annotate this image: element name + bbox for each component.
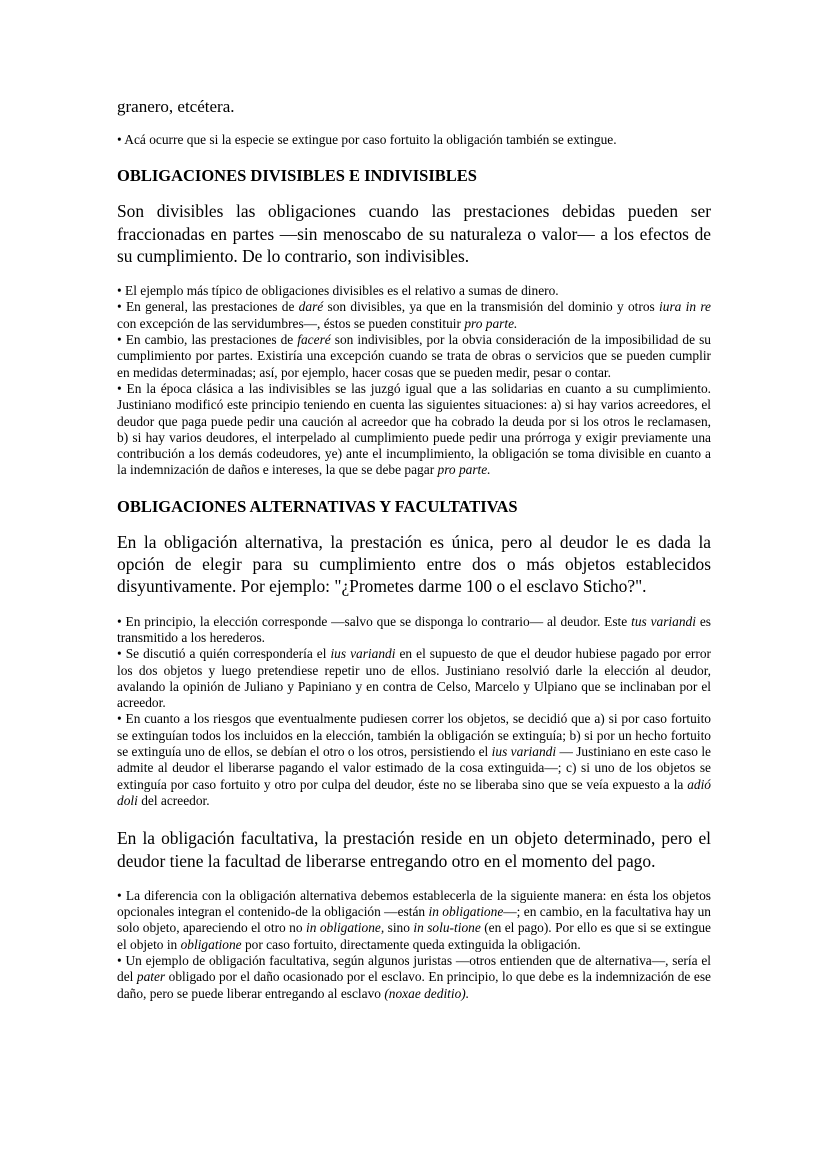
bullet-paragraph: • Un ejemplo de obligación facultativa, según algunos juristas —otros entienden que de alternativa—, sería el del pater obligado por el daño ocasionado por el esclavo. En principio, lo que debe es la indemnización de ese daño, pero se puede liberar entregando al esclavo (noxae deditio).	[117, 952, 711, 1001]
bullets-divisibles	[117, 283, 711, 479]
lead-divisibles: Son divisibles las obligaciones cuando las prestaciones debidas pueden ser fraccionadas en partes —sin menoscabo de su naturaleza o valor— a los efectos de su cumplimiento. De lo contrario, son indivisibles.	[117, 201, 711, 266]
bullets-alternativas	[117, 614, 711, 810]
bullets-facultativas	[117, 888, 711, 1002]
bullet-paragraph: • Se discutió a quién correspondería el ius variandi en el supuesto de que el deudor hubiese pagado por error los dos objetos y luego pretendiese repetir uno de ellos. Justiniano resolvió darle la elección al deudor, avalando la opinión de Juliano y Papiniano y en contra de Celso, Marcelo y Ulpiano que se inclinaban por el acreedor.	[117, 646, 711, 711]
bullet-paragraph: • En general, las prestaciones de daré son divisibles, ya que en la transmisión del dominio y otros iura in re con excepción de las servidumbres—, éstos se pueden constituir pro parte.	[117, 299, 711, 331]
bullet-paragraph: • La diferencia con la obligación alternativa debemos establecerla de la siguiente manera: en ésta los objetos opcionales integran el contenido-de la obligación —están in obligatione—; en cambio, en la facultativa hay un solo objeto, apareciendo el otro no in obligatione, sino in solu-tione (en el pago). Por ello es que si se extingue el objeto in obligatione por caso fortuito, directamente queda extinguida la obligación.	[117, 887, 711, 952]
section-heading-divisibles: OBLIGACIONES DIVISIBLES E INDIVISIBLES	[117, 166, 477, 186]
lead-facultativa: En la obligación facultativa, la prestación reside en un objeto determinado, pero el deudor tiene la facultad de liberarse entregando otro en el momento del pago.	[117, 828, 711, 871]
bullet-paragraph: • En cambio, las prestaciones de faceré son indivisibles, por la obvia consideración de la imposibilidad de su cumplimiento por partes. Existiría una excepción cuando se trata de obras o servicios que se pueden cumplir en medidas determinadas; así, por ejemplo, hacer cosas que se pueden medir, pesar o contar.	[117, 332, 711, 380]
bullet-paragraph: • El ejemplo más típico de obligaciones divisibles es el relativo a sumas de dinero.	[117, 283, 559, 299]
section-heading-alternativas: OBLIGACIONES ALTERNATIVAS Y FACULTATIVAS	[117, 496, 518, 516]
document-page	[117, 96, 711, 1002]
bullet-paragraph: • En cuanto a los riesgos que eventualmente pudiesen correr los objetos, se decidió que a) si por caso fortuito se extinguían todos los incluidos en la elección, también la obligación se extinguía; b) si por un hecho fortuito se extinguía uno de ellos, se debían el otro o los otros, persistiendo el ius variandi — Justiniano en este caso le admite al deudor el liberarse pagando el valor estimado de la cosa extinguida—; c) si uno de los objetos se extinguía por caso fortuito y otro por culpa del deudor, éste no se liberaba sino que se veía expuesto a la adió doli del acreedor.	[117, 711, 711, 808]
note-fortuito: • Acá ocurre que si la especie se extingue por caso fortuito la obligación también se extingue.	[117, 132, 617, 147]
bullet-paragraph: • En la época clásica a las indivisibles se las juzgó igual que a las solidarias en cuanto a su cumplimiento. Justiniano modificó este principio teniendo en cuenta las siguientes situaciones: a) si hay varios acreedores, el deudor que paga puede pedir una caución al acreedor que ha cobrado la deuda por si los otros le reclamasen, b) si hay varios deudores, el interpelado al cumplimiento puede pedir una prórroga y exigir previamente una contribución a los demás codeudores, ye) ante el incumplimiento, la obligación se toma divisible en cuanto a la indemnización de daños e intereses, la que se debe pagar pro parte.	[117, 380, 711, 478]
intro-line: granero, etcétera.	[117, 97, 235, 116]
lead-alternativa: En la obligación alternativa, la prestación es única, pero al deudor le es dada la opción de elegir para su cumplimiento entre dos o más objetos establecidos disyuntivamente. Por ejemplo: "¿Prometes darme 100 o el esclavo Sticho?".	[117, 531, 711, 597]
bullet-paragraph: • En principio, la elección corresponde —salvo que se disponga lo contrario— al deudor. Este tus variandi es transmitido a los herederos.	[117, 613, 711, 645]
